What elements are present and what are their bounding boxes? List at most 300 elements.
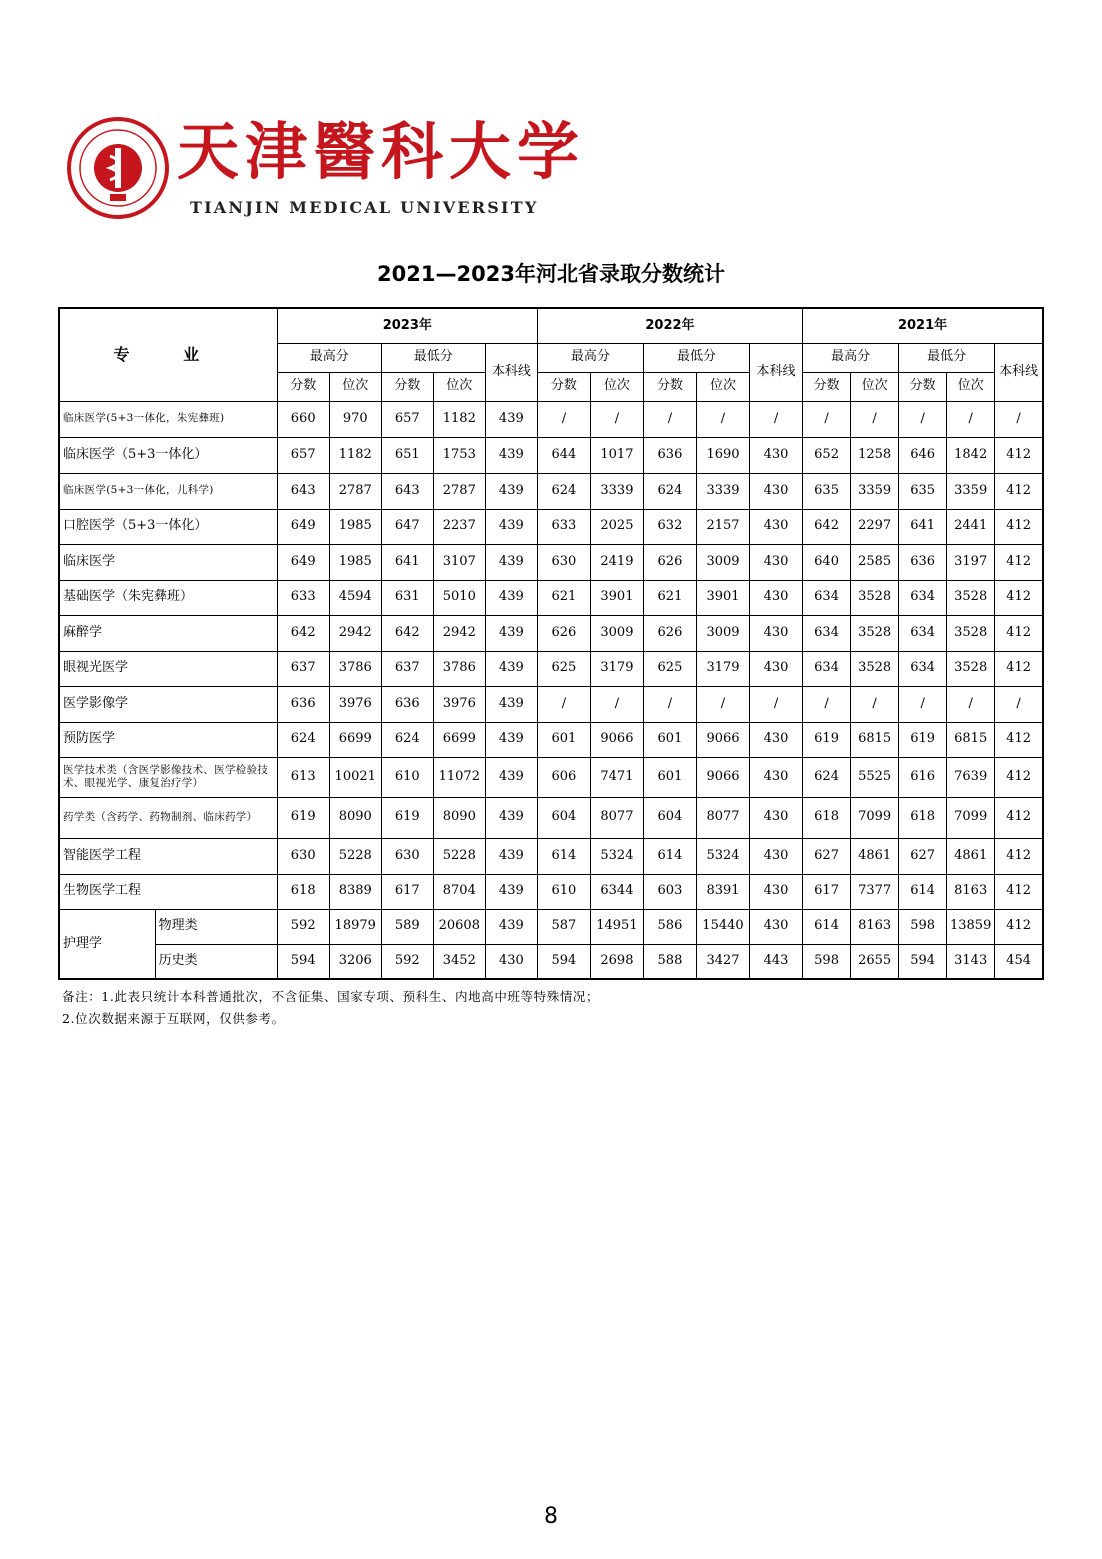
score-cell: 614 xyxy=(803,909,851,944)
score-cell: / xyxy=(947,401,995,437)
table-row xyxy=(59,722,1043,757)
table-row xyxy=(59,797,1043,838)
score-cell: 430 xyxy=(750,722,803,757)
score-cell: 621 xyxy=(643,580,696,615)
score-cell: 624 xyxy=(277,722,329,757)
score-header: 分数 xyxy=(803,372,851,401)
score-cell: 454 xyxy=(995,944,1043,979)
max-score-header: 最高分 xyxy=(537,343,643,372)
score-cell: 412 xyxy=(995,615,1043,651)
score-cell: 592 xyxy=(277,909,329,944)
score-cell: 657 xyxy=(381,401,433,437)
score-cell: 439 xyxy=(485,797,537,838)
score-cell: 604 xyxy=(537,797,590,838)
score-cell: 619 xyxy=(899,722,947,757)
score-cell: 619 xyxy=(277,797,329,838)
score-cell: 14951 xyxy=(590,909,643,944)
score-cell: 660 xyxy=(277,401,329,437)
score-cell: 657 xyxy=(277,437,329,473)
score-cell: 15440 xyxy=(696,909,749,944)
score-cell: 630 xyxy=(277,838,329,874)
score-cell: 430 xyxy=(750,473,803,509)
score-header: 分数 xyxy=(643,372,696,401)
score-cell: 618 xyxy=(899,797,947,838)
score-cell: 598 xyxy=(803,944,851,979)
score-header: 分数 xyxy=(381,372,433,401)
score-cell: 1182 xyxy=(433,401,485,437)
score-cell: 614 xyxy=(643,838,696,874)
score-cell: 3452 xyxy=(433,944,485,979)
score-cell: 592 xyxy=(381,944,433,979)
score-cell: 637 xyxy=(381,651,433,686)
score-cell: 2297 xyxy=(851,509,899,544)
score-cell: 430 xyxy=(485,944,537,979)
score-cell: 2698 xyxy=(590,944,643,979)
major-name: 生物医学工程 xyxy=(59,874,277,909)
score-cell: 5324 xyxy=(696,838,749,874)
score-cell: 617 xyxy=(803,874,851,909)
score-cell: 3009 xyxy=(696,544,749,580)
score-cell: 1985 xyxy=(329,509,381,544)
year-header-2023: 2023年 xyxy=(277,308,537,343)
score-cell: 3786 xyxy=(329,651,381,686)
min-score-header: 最低分 xyxy=(643,343,749,372)
table-row xyxy=(59,944,1043,979)
table-row xyxy=(59,686,1043,722)
score-cell: 439 xyxy=(485,437,537,473)
major-column-header: 专 业 xyxy=(59,308,277,401)
score-cell: 634 xyxy=(803,615,851,651)
score-cell: 439 xyxy=(485,686,537,722)
table-row xyxy=(59,544,1043,580)
score-cell: 624 xyxy=(381,722,433,757)
score-cell: 634 xyxy=(899,580,947,615)
major-name: 护理学 xyxy=(59,909,155,979)
score-cell: 3528 xyxy=(851,580,899,615)
score-cell: 412 xyxy=(995,544,1043,580)
table-row xyxy=(59,580,1043,615)
score-header: 分数 xyxy=(899,372,947,401)
score-cell: 439 xyxy=(485,544,537,580)
major-name: 医学影像学 xyxy=(59,686,277,722)
table-row xyxy=(59,757,1043,797)
major-name: 临床医学（5+3一体化） xyxy=(59,437,277,473)
score-cell: 586 xyxy=(643,909,696,944)
score-cell: 2942 xyxy=(329,615,381,651)
score-cell: 8704 xyxy=(433,874,485,909)
table-row xyxy=(59,437,1043,473)
major-name: 医学技术类（含医学影像技术、医学检验技术、眼视光学、康复治疗学） xyxy=(59,757,277,797)
score-cell: 625 xyxy=(537,651,590,686)
score-cell: 633 xyxy=(537,509,590,544)
major-name: 临床医学 xyxy=(59,544,277,580)
score-cell: 443 xyxy=(750,944,803,979)
score-cell: 9066 xyxy=(696,757,749,797)
score-cell: / xyxy=(537,686,590,722)
score-cell: 632 xyxy=(643,509,696,544)
score-cell: 10021 xyxy=(329,757,381,797)
score-cell: 3528 xyxy=(947,615,995,651)
score-cell: 439 xyxy=(485,651,537,686)
major-name: 临床医学(5+3一体化，儿科学) xyxy=(59,473,277,509)
score-cell: 439 xyxy=(485,838,537,874)
score-cell: 3143 xyxy=(947,944,995,979)
score-cell: 7099 xyxy=(947,797,995,838)
score-cell: 412 xyxy=(995,874,1043,909)
score-cell: 634 xyxy=(803,580,851,615)
score-cell: 649 xyxy=(277,509,329,544)
score-cell: 643 xyxy=(381,473,433,509)
score-cell: 2157 xyxy=(696,509,749,544)
major-name: 基础医学（朱宪彝班） xyxy=(59,580,277,615)
score-cell: 430 xyxy=(750,874,803,909)
score-cell: 3197 xyxy=(947,544,995,580)
score-cell: 430 xyxy=(750,651,803,686)
score-cell: 6699 xyxy=(433,722,485,757)
score-cell: 412 xyxy=(995,722,1043,757)
score-cell: 636 xyxy=(381,686,433,722)
score-cell: 610 xyxy=(381,757,433,797)
score-cell: / xyxy=(995,401,1043,437)
score-cell: 4861 xyxy=(851,838,899,874)
score-cell: 626 xyxy=(537,615,590,651)
score-cell: 2441 xyxy=(947,509,995,544)
score-cell: 3107 xyxy=(433,544,485,580)
score-cell: 634 xyxy=(899,615,947,651)
major-name: 药学类（含药学、药物制剂、临床药学） xyxy=(59,797,277,838)
note-line-1: 备注：1.此表只统计本科普通批次，不含征集、国家专项、预科生、内地高中班等特殊情况； xyxy=(62,989,600,1004)
undergrad-line-header: 本科线 xyxy=(750,343,803,401)
score-cell: 2942 xyxy=(433,615,485,651)
table-row xyxy=(59,909,1043,944)
score-cell: / xyxy=(750,686,803,722)
subject-track: 历史类 xyxy=(155,944,277,979)
score-cell: 8391 xyxy=(696,874,749,909)
major-name: 口腔医学（5+3一体化） xyxy=(59,509,277,544)
document-title: 2021—2023年河北省录取分数统计 xyxy=(377,262,725,286)
score-cell: 7639 xyxy=(947,757,995,797)
score-cell: 18979 xyxy=(329,909,381,944)
score-cell: 439 xyxy=(485,615,537,651)
score-cell: 627 xyxy=(803,838,851,874)
score-cell: 8077 xyxy=(696,797,749,838)
score-cell: 3339 xyxy=(590,473,643,509)
score-cell: 8090 xyxy=(433,797,485,838)
score-cell: 3339 xyxy=(696,473,749,509)
rank-header: 位次 xyxy=(329,372,381,401)
score-cell: 606 xyxy=(537,757,590,797)
score-cell: 651 xyxy=(381,437,433,473)
score-cell: 7377 xyxy=(851,874,899,909)
score-cell: 636 xyxy=(277,686,329,722)
score-cell: 642 xyxy=(803,509,851,544)
score-cell: 625 xyxy=(643,651,696,686)
score-cell: 634 xyxy=(803,651,851,686)
score-cell: 430 xyxy=(750,615,803,651)
score-cell: 412 xyxy=(995,509,1043,544)
score-cell: 430 xyxy=(750,797,803,838)
university-name-cn: 天津醫科大学 xyxy=(177,115,586,188)
score-cell: 6699 xyxy=(329,722,381,757)
table-row xyxy=(59,838,1043,874)
major-name: 眼视光医学 xyxy=(59,651,277,686)
score-cell: / xyxy=(696,401,749,437)
score-cell: 633 xyxy=(277,580,329,615)
score-cell: 652 xyxy=(803,437,851,473)
score-cell: 604 xyxy=(643,797,696,838)
score-cell: 430 xyxy=(750,544,803,580)
score-cell: 617 xyxy=(381,874,433,909)
year-header-2022: 2022年 xyxy=(537,308,802,343)
score-cell: / xyxy=(803,401,851,437)
score-cell: / xyxy=(899,401,947,437)
score-cell: 412 xyxy=(995,838,1043,874)
score-cell: 430 xyxy=(750,838,803,874)
score-cell: 644 xyxy=(537,437,590,473)
score-cell: 3206 xyxy=(329,944,381,979)
score-cell: 439 xyxy=(485,580,537,615)
table-row xyxy=(59,615,1043,651)
score-cell: 1017 xyxy=(590,437,643,473)
page-number: 8 xyxy=(544,1504,558,1529)
table-row xyxy=(59,509,1043,544)
score-cell: 635 xyxy=(803,473,851,509)
score-cell: 9066 xyxy=(590,722,643,757)
score-cell: 2787 xyxy=(433,473,485,509)
score-cell: / xyxy=(590,686,643,722)
score-cell: 8163 xyxy=(947,874,995,909)
score-cell: 3359 xyxy=(851,473,899,509)
score-cell: 8163 xyxy=(851,909,899,944)
score-cell: 594 xyxy=(277,944,329,979)
score-cell: 412 xyxy=(995,580,1043,615)
university-seal-icon xyxy=(66,116,170,220)
score-cell: 601 xyxy=(643,757,696,797)
score-cell: 2237 xyxy=(433,509,485,544)
score-cell: 618 xyxy=(277,874,329,909)
rank-header: 位次 xyxy=(947,372,995,401)
rank-header: 位次 xyxy=(433,372,485,401)
score-cell: 439 xyxy=(485,401,537,437)
score-cell: 430 xyxy=(750,580,803,615)
score-cell: 618 xyxy=(803,797,851,838)
score-cell: 5324 xyxy=(590,838,643,874)
score-cell: 412 xyxy=(995,909,1043,944)
score-cell: 626 xyxy=(643,615,696,651)
score-cell: 627 xyxy=(899,838,947,874)
score-cell: 3528 xyxy=(851,615,899,651)
score-cell: 13859 xyxy=(947,909,995,944)
score-cell: 626 xyxy=(643,544,696,580)
score-cell: 2419 xyxy=(590,544,643,580)
score-cell: 3786 xyxy=(433,651,485,686)
score-cell: 616 xyxy=(899,757,947,797)
score-cell: 412 xyxy=(995,757,1043,797)
score-cell: 631 xyxy=(381,580,433,615)
score-cell: 636 xyxy=(899,544,947,580)
score-cell: 588 xyxy=(643,944,696,979)
table-row xyxy=(59,874,1043,909)
score-cell: / xyxy=(590,401,643,437)
score-cell: / xyxy=(899,686,947,722)
max-score-header: 最高分 xyxy=(803,343,899,372)
score-cell: 20608 xyxy=(433,909,485,944)
major-name: 临床医学(5+3一体化，朱宪彝班) xyxy=(59,401,277,437)
score-cell: 2655 xyxy=(851,944,899,979)
score-cell: 9066 xyxy=(696,722,749,757)
score-cell: 642 xyxy=(381,615,433,651)
score-cell: 634 xyxy=(899,651,947,686)
subject-track: 物理类 xyxy=(155,909,277,944)
score-cell: 970 xyxy=(329,401,381,437)
score-cell: 7099 xyxy=(851,797,899,838)
score-cell: 11072 xyxy=(433,757,485,797)
rank-header: 位次 xyxy=(590,372,643,401)
score-cell: 6344 xyxy=(590,874,643,909)
score-cell: / xyxy=(537,401,590,437)
score-cell: 3009 xyxy=(590,615,643,651)
score-cell: 3976 xyxy=(433,686,485,722)
score-cell: 643 xyxy=(277,473,329,509)
score-cell: 598 xyxy=(899,909,947,944)
score-cell: / xyxy=(947,686,995,722)
score-cell: 439 xyxy=(485,722,537,757)
score-cell: 8077 xyxy=(590,797,643,838)
score-cell: 430 xyxy=(750,437,803,473)
rank-header: 位次 xyxy=(851,372,899,401)
score-cell: 412 xyxy=(995,437,1043,473)
score-cell: / xyxy=(851,401,899,437)
score-cell: 630 xyxy=(381,838,433,874)
score-cell: / xyxy=(696,686,749,722)
major-name: 预防医学 xyxy=(59,722,277,757)
score-cell: 641 xyxy=(899,509,947,544)
table-row xyxy=(59,401,1043,437)
score-cell: 646 xyxy=(899,437,947,473)
score-cell: 439 xyxy=(485,909,537,944)
score-cell: 439 xyxy=(485,509,537,544)
score-cell: 5228 xyxy=(329,838,381,874)
score-cell: 412 xyxy=(995,797,1043,838)
score-cell: 4861 xyxy=(947,838,995,874)
score-cell: 587 xyxy=(537,909,590,944)
score-cell: 5525 xyxy=(851,757,899,797)
score-cell: / xyxy=(995,686,1043,722)
major-name: 麻醉学 xyxy=(59,615,277,651)
score-cell: 1258 xyxy=(851,437,899,473)
score-cell: 430 xyxy=(750,909,803,944)
score-cell: 640 xyxy=(803,544,851,580)
min-score-header: 最低分 xyxy=(899,343,995,372)
score-cell: 4594 xyxy=(329,580,381,615)
university-header xyxy=(62,108,586,228)
score-cell: 601 xyxy=(643,722,696,757)
score-cell: 619 xyxy=(381,797,433,838)
score-cell: 594 xyxy=(899,944,947,979)
score-cell: 3427 xyxy=(696,944,749,979)
score-cell: / xyxy=(803,686,851,722)
score-cell: 2025 xyxy=(590,509,643,544)
score-cell: 6815 xyxy=(851,722,899,757)
score-cell: 439 xyxy=(485,757,537,797)
score-cell: 6815 xyxy=(947,722,995,757)
score-cell: 621 xyxy=(537,580,590,615)
score-cell: 3179 xyxy=(590,651,643,686)
score-cell: 412 xyxy=(995,651,1043,686)
score-cell: 7471 xyxy=(590,757,643,797)
score-cell: 439 xyxy=(485,473,537,509)
score-cell: / xyxy=(851,686,899,722)
score-cell: 624 xyxy=(643,473,696,509)
score-cell: 439 xyxy=(485,874,537,909)
score-cell: 603 xyxy=(643,874,696,909)
admission-score-table xyxy=(58,307,1044,980)
score-cell: 430 xyxy=(750,509,803,544)
score-cell: 642 xyxy=(277,615,329,651)
score-cell: / xyxy=(750,401,803,437)
score-cell: 630 xyxy=(537,544,590,580)
score-cell: 1985 xyxy=(329,544,381,580)
score-header: 分数 xyxy=(277,372,329,401)
score-cell: 5228 xyxy=(433,838,485,874)
score-cell: 637 xyxy=(277,651,329,686)
score-cell: 614 xyxy=(899,874,947,909)
score-cell: 1690 xyxy=(696,437,749,473)
score-cell: 412 xyxy=(995,473,1043,509)
score-cell: 3528 xyxy=(947,580,995,615)
rank-header: 位次 xyxy=(696,372,749,401)
score-header: 分数 xyxy=(537,372,590,401)
undergrad-line-header: 本科线 xyxy=(485,343,537,401)
score-cell: 601 xyxy=(537,722,590,757)
note-line-2: 2.位次数据来源于互联网，仅供参考。 xyxy=(62,1011,285,1026)
score-cell: 2787 xyxy=(329,473,381,509)
score-cell: 3009 xyxy=(696,615,749,651)
score-cell: 1842 xyxy=(947,437,995,473)
score-cell: 3359 xyxy=(947,473,995,509)
score-cell: 2585 xyxy=(851,544,899,580)
score-cell: 1182 xyxy=(329,437,381,473)
score-cell: 647 xyxy=(381,509,433,544)
major-name: 智能医学工程 xyxy=(59,838,277,874)
score-cell: 641 xyxy=(381,544,433,580)
score-cell: 5010 xyxy=(433,580,485,615)
university-name-en: TIANJIN MEDICAL UNIVERSITY xyxy=(190,198,539,217)
score-cell: 594 xyxy=(537,944,590,979)
score-cell: 610 xyxy=(537,874,590,909)
table-row xyxy=(59,473,1043,509)
score-cell: 624 xyxy=(537,473,590,509)
max-score-header: 最高分 xyxy=(277,343,381,372)
score-cell: 8389 xyxy=(329,874,381,909)
score-cell: 635 xyxy=(899,473,947,509)
table-row xyxy=(59,651,1043,686)
score-cell: 3901 xyxy=(590,580,643,615)
score-cell: 3976 xyxy=(329,686,381,722)
score-cell: 624 xyxy=(803,757,851,797)
score-cell: 3901 xyxy=(696,580,749,615)
score-cell: 636 xyxy=(643,437,696,473)
score-cell: 614 xyxy=(537,838,590,874)
min-score-header: 最低分 xyxy=(381,343,485,372)
undergrad-line-header: 本科线 xyxy=(995,343,1043,401)
table-notes xyxy=(62,986,599,1030)
score-cell: 649 xyxy=(277,544,329,580)
score-cell: 3528 xyxy=(947,651,995,686)
year-header-2021: 2021年 xyxy=(803,308,1043,343)
score-cell: 613 xyxy=(277,757,329,797)
score-cell: 619 xyxy=(803,722,851,757)
